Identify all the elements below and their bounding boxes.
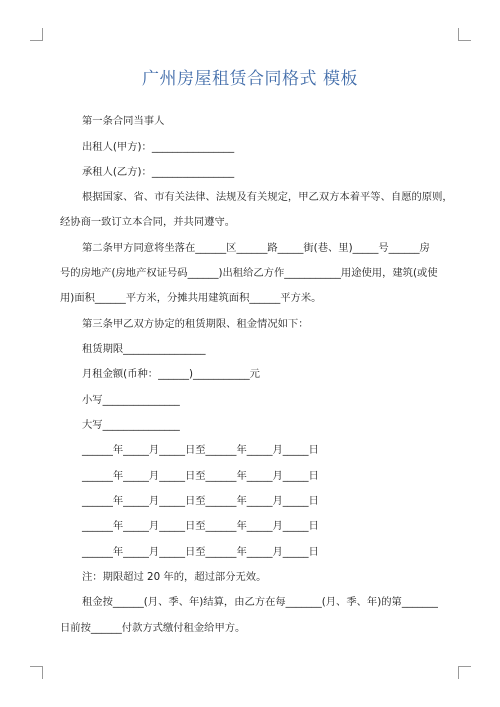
- article-1-heading: 第一条合同当事人: [82, 115, 165, 127]
- period-line-3: ______年_____月_____日至______年_____月_____日: [82, 495, 319, 507]
- lessee-line: 承租人(乙方)：________________: [82, 166, 235, 178]
- page-corner-mark-bottom-left: [30, 666, 43, 679]
- amount-lowercase-line: 小写_______________: [82, 394, 180, 406]
- preamble-line-1: 根据国家、省、市有关法律、法规及有关规定，甲乙双方本着平等、自愿的原则，: [82, 191, 453, 203]
- term-note: 注：期限超过 20 年的，超过部分无效。: [82, 571, 267, 583]
- period-line-4: ______年_____月_____日至______年_____月_____日: [82, 520, 319, 532]
- page-corner-mark-top-right: [458, 28, 471, 41]
- period-line-2: ______年_____月_____日至______年_____月_____日: [82, 470, 319, 482]
- document-title: 广州房屋租赁合同格式 模板: [142, 69, 358, 89]
- lease-term-line: 租赁期限________________: [82, 343, 206, 355]
- settlement-line-1: 租金按______(月、季、年)结算，由乙方在每_______(月、季、年)的第_______: [82, 596, 438, 608]
- lessor-line: 出租人(甲方)：________________: [82, 141, 235, 153]
- period-line-5: ______年_____月_____日至______年_____月_____日: [82, 546, 319, 558]
- monthly-rent-line: 月租金额(币种：______)___________元: [82, 368, 260, 380]
- settlement-line-2: 日前按______付款方式缴付租金给甲方。: [60, 622, 246, 634]
- amount-uppercase-line: 大写_______________: [82, 419, 180, 431]
- period-line-1: ______年_____月_____日至______年_____月_____日: [82, 444, 319, 456]
- preamble-line-2: 经协商一致订立本合同，并共同遵守。: [60, 216, 236, 228]
- article-2-line-2: 号的房地产(房地产权证号码______)出租给乙方作___________用途使用，建筑(或使: [60, 267, 438, 279]
- page-corner-mark-top-left: [30, 28, 43, 41]
- article-2-line-3: 用)面积______平方米，分摊共用建筑面积______平方米。: [60, 292, 322, 304]
- article-3-heading: 第三条甲乙双方协定的租赁期限、租金情况如下：: [82, 318, 309, 330]
- article-2-line-1: 第二条甲方同意将坐落在______区______路_____街(巷、里)_____号______房: [82, 242, 430, 254]
- page-corner-mark-bottom-right: [458, 666, 471, 679]
